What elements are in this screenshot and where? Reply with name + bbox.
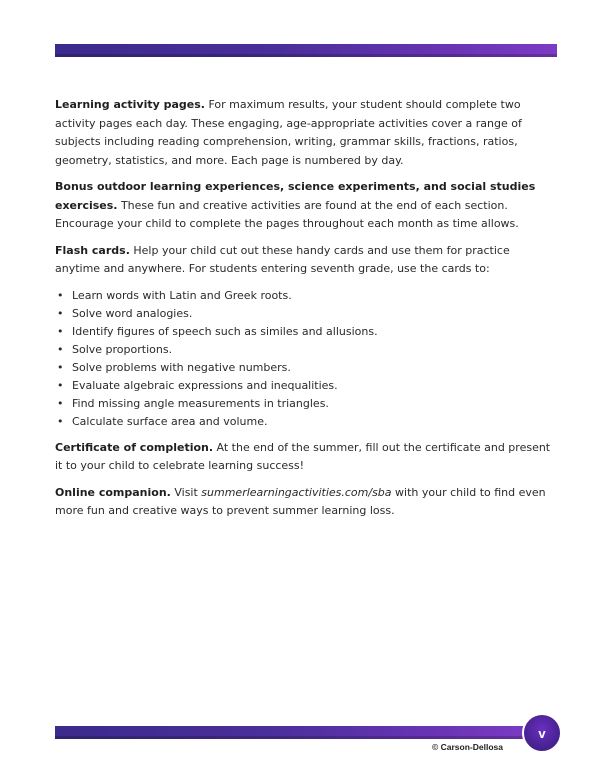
online-companion-url: summerlearningactivities.com/sba [201, 485, 392, 499]
online-companion-heading: Online companion. [55, 485, 171, 499]
copyright-text: © Carson-Dellosa [432, 742, 503, 752]
footer-decorative-bar [55, 726, 535, 739]
flash-card-uses-list [55, 287, 555, 431]
learning-pages-paragraph [55, 96, 555, 170]
bonus-text: These fun and creative activities are found at the end of each section. Encourage your child to complete the pages throughout each month as time allows. [55, 198, 519, 230]
header-decorative-bar [55, 44, 557, 57]
list-item: • Solve proportions. [55, 341, 555, 359]
online-companion-text-after: with your child to find even more fun and creative ways to prevent summer learning loss. [55, 485, 546, 517]
list-item: • Solve word analogies. [55, 305, 555, 323]
online-companion-text-before: Visit [170, 485, 202, 499]
bonus-paragraph [55, 178, 555, 234]
list-item: • Calculate surface area and volume. [55, 413, 555, 431]
flash-cards-heading: Flash cards. [55, 243, 130, 257]
certificate-text: At the end of the summer, fill out the certificate and present it to your child to celebrate learning success! [55, 440, 551, 472]
list-item: • Evaluate algebraic expressions and inequalities. [55, 377, 555, 395]
page-number-badge [522, 713, 562, 753]
page-number: v [538, 725, 546, 741]
certificate-paragraph [55, 439, 555, 476]
bonus-heading: Bonus outdoor learning experiences, science experiments, and social studies exercises. [55, 180, 536, 212]
online-companion-paragraph [55, 484, 555, 521]
flash-cards-paragraph [55, 242, 555, 279]
certificate-heading: Certificate of completion. [55, 440, 214, 454]
list-item: • Identify figures of speech such as similes and allusions. [55, 323, 555, 341]
list-item: • Solve problems with negative numbers. [55, 359, 555, 377]
flash-cards-text: Help your child cut out these handy cards and use them for practice anytime and anywhere. For students entering seventh grade, use the cards to: [55, 243, 510, 275]
list-item: • Learn words with Latin and Greek roots. [55, 287, 555, 305]
learning-pages-text: For maximum results, your student should complete two activity pages each day. These engaging, age-appropriate activities cover a range of subjects including reading comprehension, writing, grammar skills, fractions, ratios, geometry, statistics, and more. Each page is numbered by day. [55, 98, 522, 167]
list-item: • Find missing angle measurements in triangles. [55, 395, 555, 413]
page-content [55, 96, 555, 529]
learning-pages-heading: Learning activity pages. [55, 98, 205, 111]
